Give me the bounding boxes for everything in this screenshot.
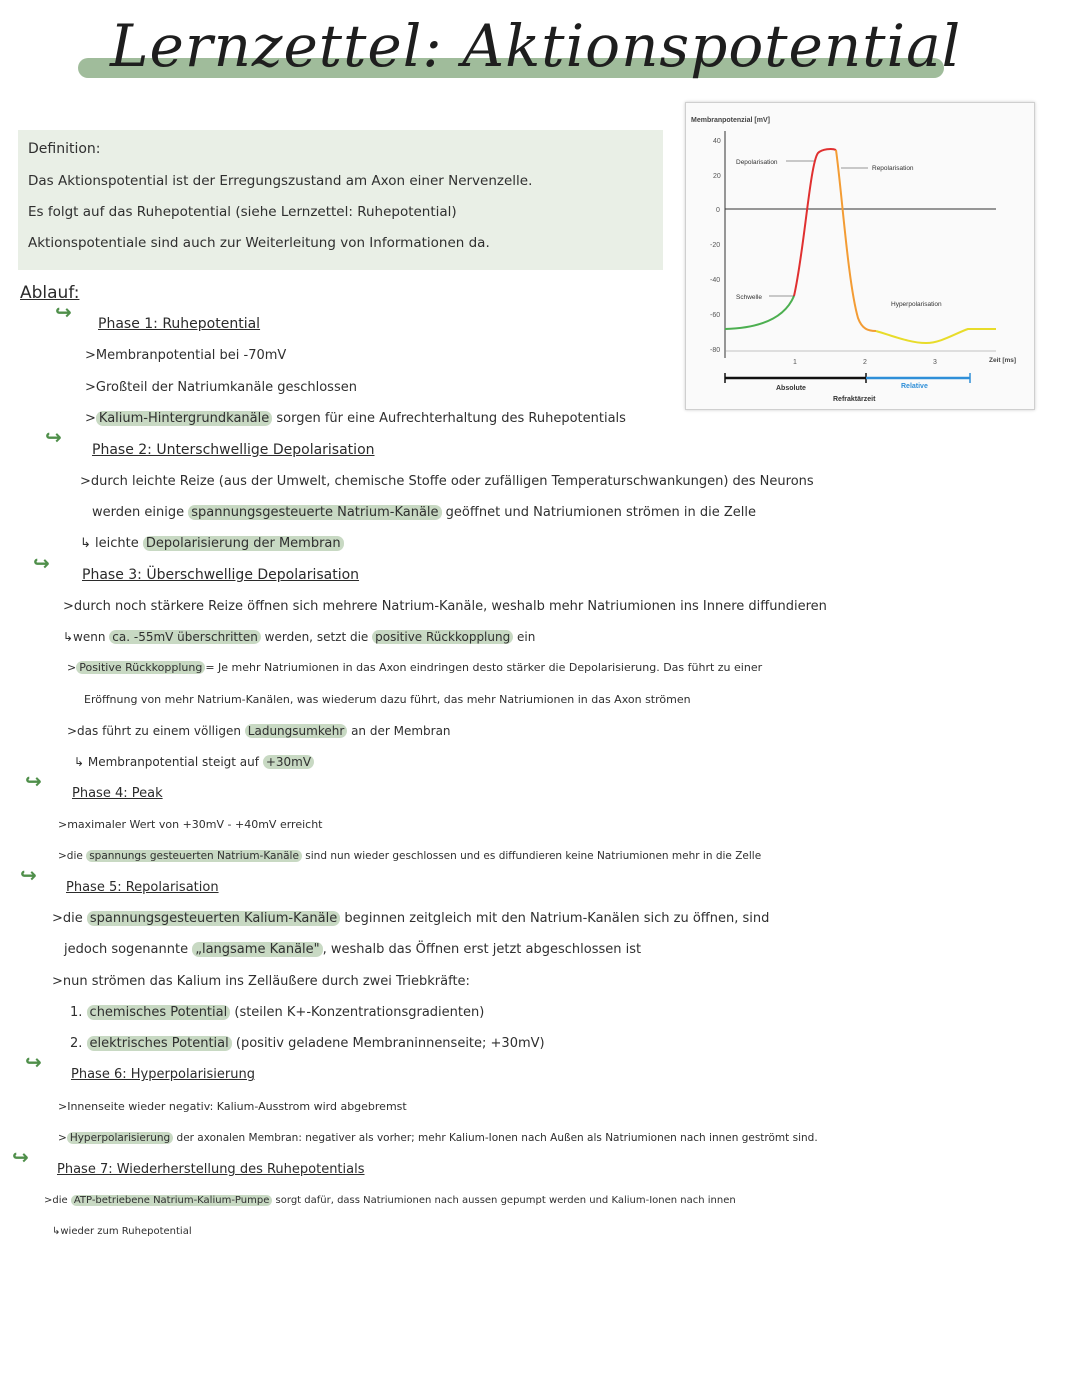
ytick-40: 40 bbox=[713, 138, 721, 145]
curve-hyper-segment bbox=[876, 329, 996, 343]
phase-3-line-2 bbox=[63, 630, 535, 644]
arrow-icon: ↪ bbox=[20, 863, 37, 887]
text-segment: >die bbox=[58, 850, 87, 862]
phase-1-line-3 bbox=[85, 411, 626, 426]
arrow-icon: ↪ bbox=[33, 551, 50, 575]
label-absolute: Absolute bbox=[776, 385, 806, 392]
highlight: +30mV bbox=[263, 755, 314, 769]
text-segment: > bbox=[58, 1132, 67, 1144]
text-segment: beginnen zeitgleich mit den Natrium-Kanälen sich zu öffnen, sind bbox=[340, 911, 770, 926]
phase-3-line-5 bbox=[67, 724, 451, 738]
arrow-icon: ↪ bbox=[25, 1050, 42, 1074]
phase-5-title: Phase 5: Repolarisation bbox=[66, 880, 219, 895]
phase-6-title: Phase 6: Hyperpolarisierung bbox=[71, 1067, 255, 1082]
arrow-icon: ↪ bbox=[55, 300, 72, 324]
text-segment: geöffnet und Natriumionen strömen in die Zelle bbox=[441, 505, 757, 520]
text-segment: sorgt dafür, dass Natriumionen nach aussen gepumpt werden und Kalium-Ionen nach innen bbox=[272, 1195, 736, 1206]
ytick-0: 0 bbox=[716, 207, 720, 214]
arrow-icon: ↪ bbox=[25, 769, 42, 793]
curve-fall-segment bbox=[836, 150, 876, 331]
phase-7-title: Phase 7: Wiederherstellung des Ruhepotentials bbox=[57, 1162, 365, 1177]
text-segment: > bbox=[67, 661, 77, 674]
text-segment: ↳ Membranpotential steigt auf bbox=[74, 755, 263, 769]
ytick-minus60: -60 bbox=[710, 312, 721, 319]
ablauf-heading: Ablauf: bbox=[20, 283, 80, 303]
ytick-minus80: -80 bbox=[710, 347, 721, 354]
definition-heading: Definition: bbox=[28, 141, 101, 157]
text-segment: 2. bbox=[70, 1036, 87, 1051]
highlight: spannungsgesteuerte Natrium-Kanäle bbox=[188, 505, 441, 520]
text-segment: werden einige bbox=[92, 505, 189, 520]
phase-1-line-2: >Großteil der Natriumkanäle geschlossen bbox=[85, 380, 357, 395]
highlight: ATP-betriebene Natrium-Kalium-Pumpe bbox=[71, 1195, 273, 1206]
text-segment: der axonalen Membran: negativer als vorher; mehr Kalium-Ionen nach Außen als Natriumionen nach innen geströmt sind. bbox=[173, 1132, 818, 1144]
xtick-1: 1 bbox=[793, 359, 797, 366]
phase-3-line-1: >durch noch stärkere Reize öffnen sich mehrere Natrium-Kanäle, weshalb mehr Natriumionen ins Innere diffundieren bbox=[63, 599, 827, 614]
phase-5-line-1 bbox=[52, 911, 769, 926]
phase-3-line-4: Eröffnung von mehr Natrium-Kanälen, was wiederum dazu führt, das mehr Natriumionen in das Axon strömen bbox=[84, 693, 691, 706]
text-segment: sorgen für eine Aufrechterhaltung des Ruhepotentials bbox=[272, 411, 626, 426]
text-segment: an der Membran bbox=[347, 724, 451, 738]
text-segment: = Je mehr Natriumionen in das Axon eindringen desto stärker die Depolarisierung. Das führt zu einer bbox=[205, 661, 763, 674]
highlight: Depolarisierung der Membran bbox=[143, 536, 344, 551]
graph-svg bbox=[686, 103, 1034, 409]
definition-line-2: Es folgt auf das Ruhepotential (siehe Lernzettel: Ruhepotential) bbox=[28, 204, 457, 220]
phase-3-line-6 bbox=[74, 755, 314, 769]
label-schwelle: Schwelle bbox=[736, 294, 763, 301]
text-segment: >das führt zu einem völligen bbox=[67, 724, 245, 738]
highlight: Positive Rückkopplung bbox=[76, 661, 205, 674]
text-segment: > bbox=[85, 411, 96, 426]
graph-xlabel: Zeit [ms] bbox=[989, 357, 1017, 364]
phase-4-line-1: >maximaler Wert von +30mV - +40mV erreicht bbox=[58, 818, 323, 831]
phase-1-line-1: >Membranpotential bei -70mV bbox=[85, 348, 287, 363]
highlight: spannungs gesteuerten Natrium-Kanäle bbox=[86, 850, 302, 862]
phase-4-line-2 bbox=[58, 850, 761, 862]
text-segment: >die bbox=[44, 1195, 71, 1206]
phase-1-title: Phase 1: Ruhepotential bbox=[98, 316, 261, 332]
text-segment: (positiv geladene Membraninnenseite; +30mV) bbox=[231, 1036, 545, 1051]
xtick-2: 2 bbox=[863, 359, 867, 366]
text-segment: ein bbox=[513, 630, 536, 644]
label-refraktaerzeit: Refraktärzeit bbox=[833, 396, 876, 403]
text-segment: sind nun wieder geschlossen und es diffundieren keine Natriumionen mehr in die Zelle bbox=[301, 850, 762, 862]
phase-4-title: Phase 4: Peak bbox=[72, 786, 163, 801]
text-segment: , weshalb das Öffnen erst jetzt abgeschlossen ist bbox=[322, 942, 642, 957]
arrow-icon: ↪ bbox=[12, 1145, 29, 1169]
text-segment: werden, setzt die bbox=[260, 630, 373, 644]
label-hyperpolarisation: Hyperpolarisation bbox=[891, 301, 942, 308]
definition-line-1: Das Aktionspotential ist der Erregungszustand am Axon einer Nervenzelle. bbox=[28, 173, 533, 189]
phase-6-line-1: >Innenseite wieder negativ: Kalium-Ausstrom wird abgebremst bbox=[58, 1100, 407, 1113]
phase-2-title: Phase 2: Unterschwellige Depolarisation bbox=[92, 442, 375, 458]
phase-2-line-2 bbox=[92, 505, 756, 520]
page-title: Lernzettel: Aktionspotential bbox=[110, 12, 962, 80]
graph-ylabel: Membranpotenzial [mV] bbox=[691, 117, 770, 124]
phase-3-title: Phase 3: Überschwellige Depolarisation bbox=[82, 567, 360, 583]
highlight: Kalium-Hintergrundkanäle bbox=[96, 411, 272, 426]
definition-line-3: Aktionspotentiale sind auch zur Weiterleitung von Informationen da. bbox=[28, 235, 490, 251]
curve-rise-segment bbox=[794, 149, 836, 296]
ytick-20: 20 bbox=[713, 173, 721, 180]
highlight: positive Rückkopplung bbox=[372, 630, 513, 644]
phase-3-line-3 bbox=[67, 661, 762, 674]
highlight: „langsame Kanäle" bbox=[192, 942, 322, 957]
action-potential-graph bbox=[685, 102, 1035, 410]
arrow-icon: ↪ bbox=[45, 425, 62, 449]
label-depolarisation: Depolarisation bbox=[736, 159, 778, 166]
text-segment: jedoch sogenannte bbox=[64, 942, 193, 957]
highlight: elektrisches Potential bbox=[87, 1036, 232, 1051]
text-segment: >die bbox=[52, 911, 87, 926]
ytick-minus40: -40 bbox=[710, 277, 721, 284]
label-relative: Relative bbox=[901, 383, 928, 390]
ytick-minus20: -20 bbox=[710, 242, 721, 249]
highlight: Ladungsumkehr bbox=[245, 724, 347, 738]
phase-5-line-5 bbox=[70, 1036, 545, 1051]
xtick-3: 3 bbox=[933, 359, 937, 366]
phase-2-line-1: >durch leichte Reize (aus der Umwelt, chemische Stoffe oder zufälligen Temperaturschwankungen) des Neurons bbox=[80, 474, 814, 489]
phase-2-line-3 bbox=[80, 536, 344, 551]
highlight: ca. -55mV überschritten bbox=[109, 630, 261, 644]
text-segment: (steilen K+-Konzentrationsgradienten) bbox=[230, 1005, 485, 1020]
phase-5-line-4 bbox=[70, 1005, 484, 1020]
text-segment: ↳ leichte bbox=[80, 536, 143, 551]
phase-5-line-2 bbox=[64, 942, 641, 957]
highlight: chemisches Potential bbox=[87, 1005, 231, 1020]
phase-7-line-2: ↳wieder zum Ruhepotential bbox=[52, 1226, 192, 1237]
label-repolarisation: Repolarisation bbox=[872, 165, 914, 172]
text-segment: 1. bbox=[70, 1005, 87, 1020]
highlight: spannungsgesteuerten Kalium-Kanäle bbox=[87, 911, 340, 926]
phase-6-line-2 bbox=[58, 1132, 818, 1144]
text-segment: ↳wenn bbox=[63, 630, 110, 644]
highlight: Hyperpolarisierung bbox=[67, 1132, 173, 1144]
phase-5-line-3: >nun strömen das Kalium ins Zelläußere durch zwei Triebkräfte: bbox=[52, 974, 470, 989]
phase-7-line-1 bbox=[44, 1195, 736, 1206]
